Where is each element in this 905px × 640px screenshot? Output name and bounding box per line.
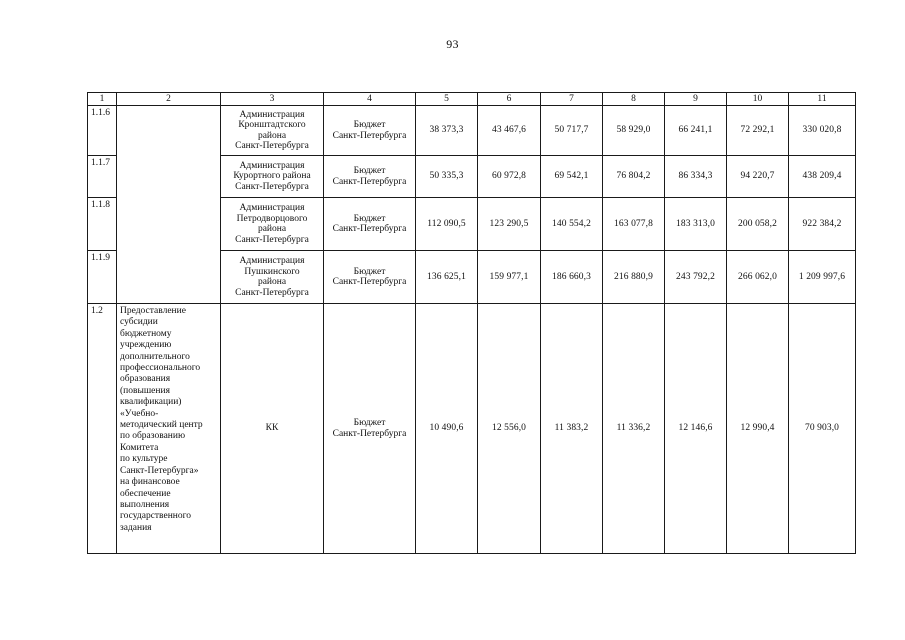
description-line: методический центр xyxy=(120,420,203,431)
source-line: Бюджет xyxy=(353,213,386,224)
admin-line: Пушкинского xyxy=(244,266,300,277)
admin-line: района xyxy=(257,277,287,287)
administrator-cell xyxy=(221,198,324,251)
description-cell xyxy=(117,304,221,554)
table-row xyxy=(88,106,856,156)
total-cell: 70 903,0 xyxy=(789,304,856,554)
funding-source-cell xyxy=(324,304,416,554)
value-cell: 159 977,1 xyxy=(478,251,541,304)
budget-table xyxy=(87,92,856,554)
admin-line: Петродворцового xyxy=(236,213,308,224)
value-cell: 86 334,3 xyxy=(665,156,727,198)
column-header: 5 xyxy=(416,93,478,106)
source-line: Санкт-Петербурга xyxy=(332,130,407,141)
value-cell: 112 090,5 xyxy=(416,198,478,251)
value-cell: 50 717,7 xyxy=(541,106,603,156)
table-row xyxy=(88,304,856,554)
total-cell: 438 209,4 xyxy=(789,156,856,198)
column-header: 6 xyxy=(478,93,541,106)
column-header: 2 xyxy=(117,93,221,106)
source-line: Бюджет xyxy=(353,120,386,130)
value-cell: 94 220,7 xyxy=(727,156,789,198)
row-number: 1.1.7 xyxy=(88,156,117,198)
column-header-row xyxy=(88,93,856,106)
administrator-cell: КК xyxy=(221,304,324,554)
value-cell: 200 058,2 xyxy=(727,198,789,251)
description-line: квалификации) xyxy=(120,397,182,408)
admin-line: Санкт-Петербурга xyxy=(235,287,309,298)
source-line: Бюджет xyxy=(353,266,386,277)
description-line: обеспечение xyxy=(120,488,171,499)
column-header: 9 xyxy=(665,93,727,106)
description-line: дополнительного xyxy=(120,351,190,362)
value-cell: 11 336,2 xyxy=(603,304,665,554)
row-number: 1.2 xyxy=(88,304,117,554)
row-number: 1.1.9 xyxy=(88,251,117,304)
column-header: 3 xyxy=(221,93,324,106)
admin-line: Администрация xyxy=(239,256,305,266)
description-line: учреждению xyxy=(120,340,172,351)
funding-source-cell xyxy=(324,251,416,304)
value-cell: 69 542,1 xyxy=(541,156,603,198)
value-cell: 12 990,4 xyxy=(727,304,789,554)
value-cell: 136 625,1 xyxy=(416,251,478,304)
value-cell: 72 292,1 xyxy=(727,106,789,156)
description-line: государственного xyxy=(120,511,192,522)
value-cell: 10 490,6 xyxy=(416,304,478,554)
value-cell: 43 467,6 xyxy=(478,106,541,156)
source-line: Санкт-Петербурга xyxy=(332,224,407,234)
description-line: Предоставление xyxy=(120,306,186,316)
row-number: 1.1.8 xyxy=(88,198,117,251)
value-cell: 123 290,5 xyxy=(478,198,541,251)
value-cell: 243 792,2 xyxy=(665,251,727,304)
column-header: 11 xyxy=(789,93,856,106)
total-cell: 1 209 997,6 xyxy=(789,251,856,304)
value-cell: 163 077,8 xyxy=(603,198,665,251)
column-header: 10 xyxy=(727,93,789,106)
administrator-cell xyxy=(221,106,324,156)
source-line: Санкт-Петербурга xyxy=(332,176,407,187)
description-cell-empty xyxy=(117,106,221,304)
column-header: 1 xyxy=(88,93,117,106)
description-line: Санкт-Петербурга» xyxy=(120,465,199,476)
description-line: бюджетному xyxy=(120,328,172,339)
description-line: субсидии xyxy=(120,317,158,328)
value-cell: 183 313,0 xyxy=(665,198,727,251)
column-header: 8 xyxy=(603,93,665,106)
value-cell: 266 062,0 xyxy=(727,251,789,304)
description-line: задания xyxy=(120,522,152,533)
description-line: «Учебно- xyxy=(120,408,159,419)
admin-line: Администрация xyxy=(239,109,305,120)
total-cell: 330 020,8 xyxy=(789,106,856,156)
value-cell: 38 373,3 xyxy=(416,106,478,156)
total-cell: 922 384,2 xyxy=(789,198,856,251)
funding-source-cell xyxy=(324,198,416,251)
column-header: 4 xyxy=(324,93,416,106)
value-cell: 76 804,2 xyxy=(603,156,665,198)
source-line: Бюджет xyxy=(353,418,386,428)
value-cell: 12 556,0 xyxy=(478,304,541,554)
source-line: Бюджет xyxy=(353,166,386,176)
description-line: Комитета xyxy=(120,442,159,453)
value-cell: 58 929,0 xyxy=(603,106,665,156)
value-cell: 11 383,2 xyxy=(541,304,603,554)
value-cell: 66 241,1 xyxy=(665,106,727,156)
description-line: на финансовое xyxy=(120,477,180,488)
funding-source-cell xyxy=(324,106,416,156)
description-line: по образованию xyxy=(120,431,186,442)
administrator-cell xyxy=(221,251,324,304)
source-line: Санкт-Петербурга xyxy=(332,428,407,439)
admin-line: Санкт-Петербурга xyxy=(235,141,309,151)
description-line: по культуре xyxy=(120,454,168,465)
value-cell: 60 972,8 xyxy=(478,156,541,198)
admin-line: Курортного района xyxy=(233,171,311,182)
description-line: выполнения xyxy=(120,499,170,510)
value-cell: 50 335,3 xyxy=(416,156,478,198)
admin-line: Санкт-Петербурга xyxy=(235,234,309,245)
admin-line: Администрация xyxy=(239,160,305,171)
column-header: 7 xyxy=(541,93,603,106)
admin-line: Администрация xyxy=(239,203,305,213)
administrator-cell xyxy=(221,156,324,198)
admin-line: района xyxy=(257,130,287,141)
value-cell: 216 880,9 xyxy=(603,251,665,304)
description-line: профессионального xyxy=(120,363,201,374)
page-number: 93 xyxy=(446,37,459,51)
value-cell: 186 660,3 xyxy=(541,251,603,304)
admin-line: Санкт-Петербурга xyxy=(235,181,309,192)
admin-line: района xyxy=(257,224,287,234)
description-line: образования xyxy=(120,374,171,385)
description-line: (повышения xyxy=(120,385,170,396)
value-cell: 140 554,2 xyxy=(541,198,603,251)
row-number: 1.1.6 xyxy=(88,106,117,156)
admin-line: Кронштадтского xyxy=(238,120,306,130)
funding-source-cell xyxy=(324,156,416,198)
source-line: Санкт-Петербурга xyxy=(332,277,407,287)
value-cell: 12 146,6 xyxy=(665,304,727,554)
